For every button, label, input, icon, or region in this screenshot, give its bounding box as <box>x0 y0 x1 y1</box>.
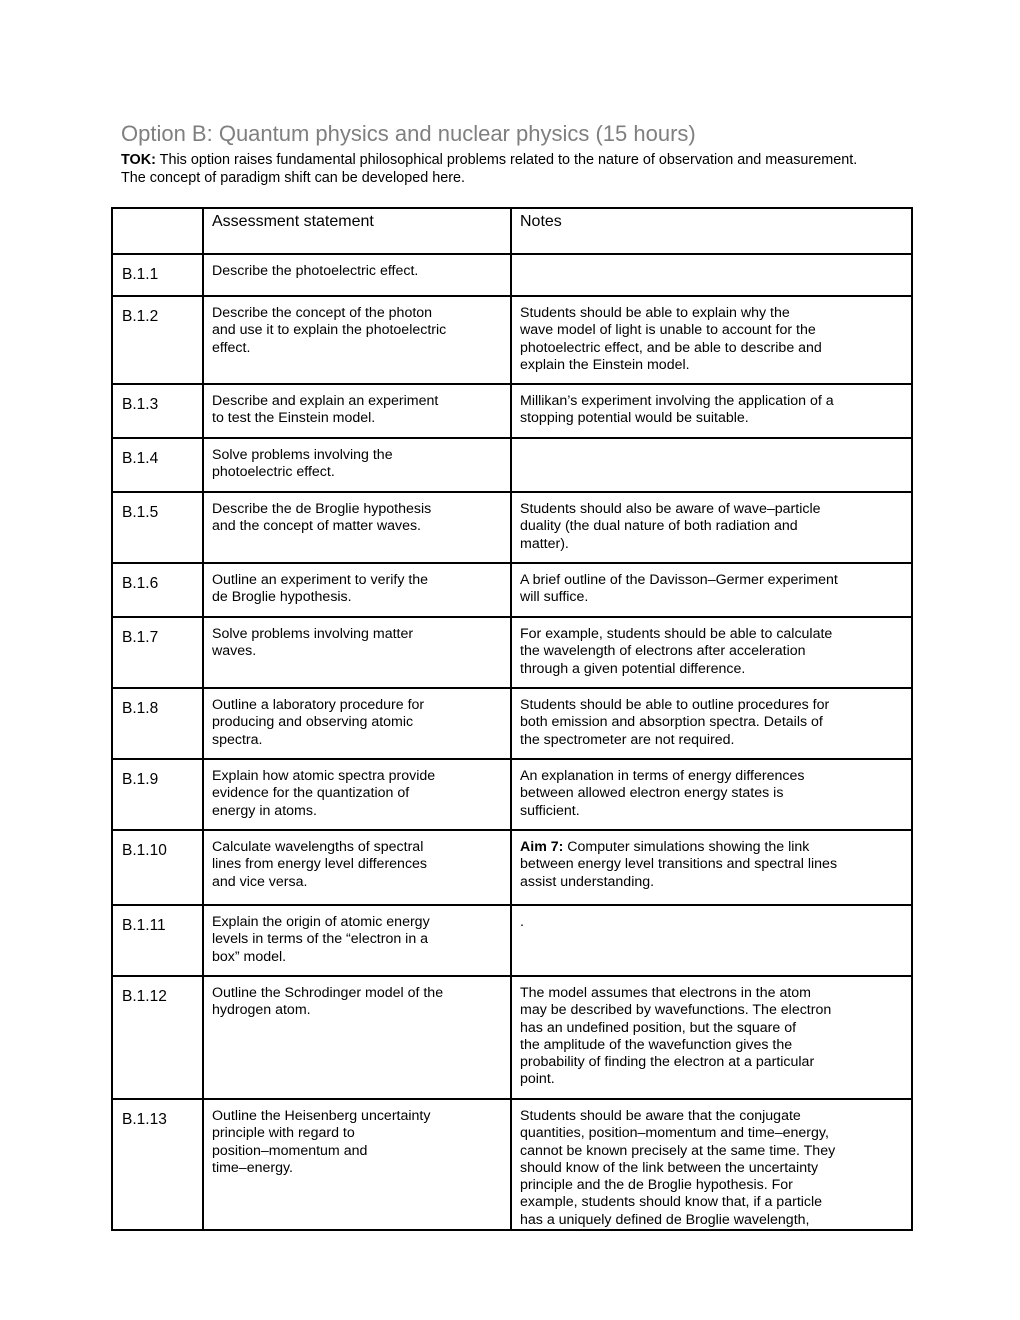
tok-paragraph <box>121 151 881 187</box>
table-row <box>112 617 912 688</box>
assessment-code: B.1.11 <box>112 905 203 976</box>
assessment-code: B.1.13 <box>112 1099 203 1230</box>
assessment-notes <box>511 688 912 759</box>
notes-text: The model assumes that electrons in the atom may be described by wavefunctions. The electron has an undefined position, but the square of the amplitude of the wavefunction gives the probability of finding the electron at a particular point. <box>520 985 832 1088</box>
assessment-notes <box>511 254 912 296</box>
table-row <box>112 905 912 976</box>
assessment-code: B.1.5 <box>112 492 203 563</box>
header-notes: Notes <box>511 208 912 254</box>
assessment-notes <box>511 617 912 688</box>
table-row <box>112 759 912 830</box>
page-title: Option B: Quantum physics and nuclear physics (15 hours) <box>121 121 696 146</box>
assessment-notes <box>511 492 912 563</box>
assessment-code: B.1.3 <box>112 384 203 438</box>
notes-text: A brief outline of the Davisson–Germer experiment will suffice. <box>520 572 838 606</box>
assessment-statement: Outline the Heisenberg uncertainty principle with regard to position–momentum and time–energy. <box>203 1099 511 1230</box>
assessment-notes <box>511 830 912 905</box>
assessment-statement: Calculate wavelengths of spectral lines from energy level differences and vice versa. <box>203 830 511 905</box>
notes-text: An explanation in terms of energy differences between allowed electron energy states is sufficient. <box>520 768 805 819</box>
table-header-row <box>112 208 912 254</box>
aim-label: Aim 7: <box>520 839 564 855</box>
notes-text: Students should also be aware of wave–particle duality (the dual nature of both radiation and matter). <box>520 501 821 552</box>
notes-text: Computer simulations showing the link between energy level transitions and spectral lines assist understanding. <box>520 839 838 890</box>
table-row <box>112 492 912 563</box>
assessment-notes <box>511 296 912 384</box>
assessment-notes <box>511 1099 912 1230</box>
assessment-statement: Solve problems involving matter waves. <box>203 617 511 688</box>
header-statement: Assessment statement <box>203 208 511 254</box>
table-row <box>112 563 912 617</box>
assessment-statement: Describe the de Broglie hypothesis and the concept of matter waves. <box>203 492 511 563</box>
notes-text: Millikan’s experiment involving the application of a stopping potential would be suitable. <box>520 393 834 427</box>
assessment-statement: Explain how atomic spectra provide evidence for the quantization of energy in atoms. <box>203 759 511 830</box>
table-row <box>112 254 912 296</box>
assessment-code: B.1.4 <box>112 438 203 492</box>
notes-text: Students should be able to explain why the wave model of light is unable to account for the photoelectric effect, and be able to describe and explain the Einstein model. <box>520 305 822 373</box>
assessment-code: B.1.8 <box>112 688 203 759</box>
assessment-notes <box>511 438 912 492</box>
notes-text: For example, students should be able to calculate the wavelength of electrons after acceleration through a given potential difference. <box>520 626 833 677</box>
assessment-code: B.1.2 <box>112 296 203 384</box>
assessment-code: B.1.10 <box>112 830 203 905</box>
assessment-statement: Outline a laboratory procedure for producing and observing atomic spectra. <box>203 688 511 759</box>
assessment-code: B.1.12 <box>112 976 203 1099</box>
assessment-code: B.1.1 <box>112 254 203 296</box>
assessment-statement: Outline the Schrodinger model of the hydrogen atom. <box>203 976 511 1099</box>
assessment-statement: Describe the concept of the photon and use it to explain the photoelectric effect. <box>203 296 511 384</box>
notes-text: . <box>520 914 524 930</box>
tok-text: This option raises fundamental philosophical problems related to the nature of observation and measurement. The concept of paradigm shift can be developed here. <box>121 152 858 186</box>
assessment-code: B.1.6 <box>112 563 203 617</box>
assessment-notes <box>511 563 912 617</box>
assessment-statement: Describe and explain an experiment to test the Einstein model. <box>203 384 511 438</box>
table-row <box>112 976 912 1099</box>
assessment-notes <box>511 976 912 1099</box>
table-row <box>112 830 912 905</box>
assessment-notes <box>511 759 912 830</box>
notes-text: Students should be able to outline procedures for both emission and absorption spectra. Details of the spectrometer are not required. <box>520 697 830 748</box>
table-row <box>112 296 912 384</box>
assessment-code: B.1.7 <box>112 617 203 688</box>
assessment-statement: Explain the origin of atomic energy levels in terms of the “electron in a box” model. <box>203 905 511 976</box>
tok-label: TOK: <box>121 152 156 168</box>
assessment-statement: Describe the photoelectric effect. <box>203 254 511 296</box>
header-code-cell <box>112 208 203 254</box>
assessment-statement: Outline an experiment to verify the de Broglie hypothesis. <box>203 563 511 617</box>
table-row <box>112 688 912 759</box>
syllabus-table <box>111 207 913 1231</box>
table-row <box>112 438 912 492</box>
assessment-statement: Solve problems involving the photoelectric effect. <box>203 438 511 492</box>
assessment-code: B.1.9 <box>112 759 203 830</box>
assessment-notes <box>511 384 912 438</box>
table-row <box>112 384 912 438</box>
assessment-notes <box>511 905 912 976</box>
table-row <box>112 1099 912 1230</box>
notes-text: Students should be aware that the conjugate quantities, position–momentum and time–energy, cannot be known precisely at the same time. They should know of the link between the uncertainty principle and the de Broglie hypothesis. For example, students should know that, if a particle has a uniquely defined de Broglie wavelength, <box>520 1108 836 1228</box>
